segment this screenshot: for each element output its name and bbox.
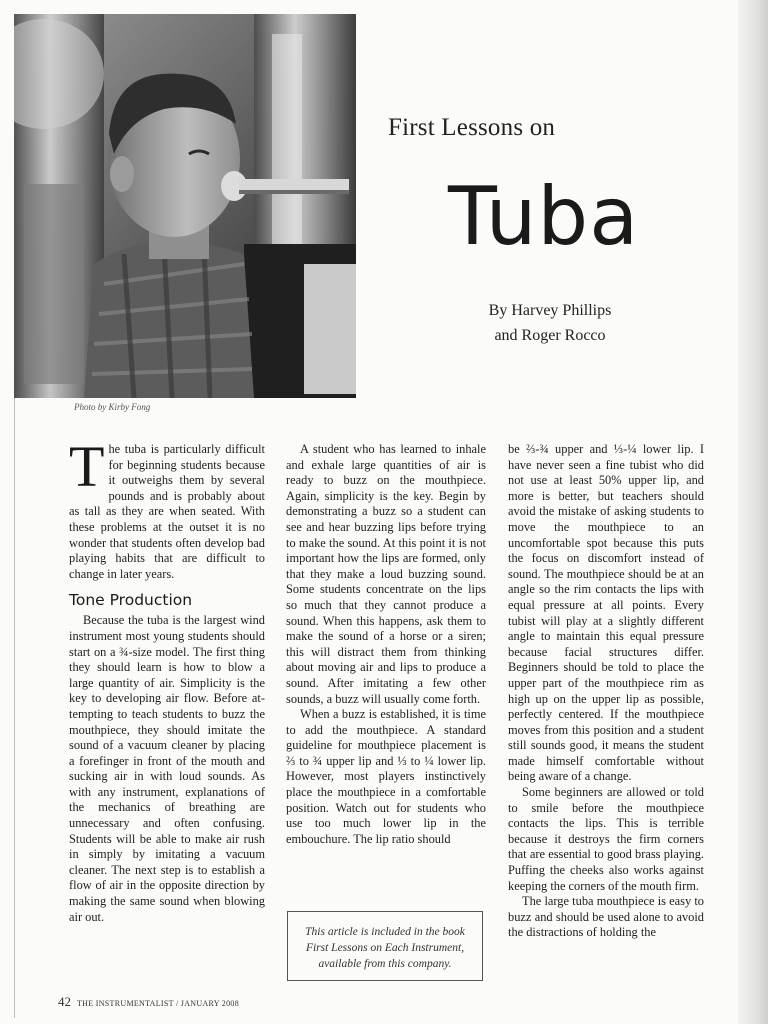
paragraph: A student who has learned to inhale and exhale large quantities of air is ready to buzz on the mouthpiece. Again, simplicity is the key. Begin by demonstrating a buzz so a student can see and hear buzzing lips before trying to make the sound. At this point it is not important how the lips are formed, only that they make a loud buzzing sound. Some students concentrate on the lips so much that they cannot produce a sound. When this happens, ask them to make the sound of a horse or a siren; this will distract them from thinking about moving air and lips to produce a sound. After imitating a few other sounds, a buzz will usually come forth.	[286, 442, 486, 706]
book-note-line2: First Lessons on Each Instrument,	[305, 942, 465, 954]
paragraph: The large tuba mouthpiece is easy to buzz and should be used alone to avoid the distractions of holding the	[508, 894, 704, 940]
photo-boy-playing-tuba	[14, 14, 356, 398]
page-footer	[58, 994, 239, 1010]
drop-cap: T	[69, 434, 105, 499]
magazine-issue: THE INSTRUMENTALIST / JANUARY 2008	[77, 999, 240, 1008]
paragraph: Because the tuba is the largest wind instrument most young students should start on a ¾-size model. The first thing they should learn is how to blow a large quantity of air. Simplicity is the key to developing air flow. Before at-tempting to teach students to buzz the mouthpiece, they should imitate the sound of a vacuum cleaner by placing a forefinger in front of the mouth and sucking air in with loud sounds. As with any instrument, explanations of the mechanics of breathing are unnecessary and often confusing. Students will be able to make air rush in simply by imitating a vacuum cleaner. The next step is to establish a flow of air in the opposite direction by making the same sound when blowing air out.	[69, 613, 265, 924]
paragraph: be ⅔-¾ upper and ⅓-¼ lower lip. I have never seen a fine tubist who did not use at least 50% upper lip, and more is better, but teachers should avoid the mistake of asking students to move the mouthpiece to an uncomfortable spot because this puts the focus on discomfort instead of sound. The mouthpiece should be at an angle so the rim contacts the lips with equal pressure at all points. Every tubist will play at a slightly different angle to maintain this equal pressure because facial structures differ. Beginners should be told to place the upper part of the mouthpiece rim as high up on the upper lip as possible, perfectly centered. If the mouthpiece moves from this position and a student still sounds good, it means the student made himself comfortable without being aware of a change.	[508, 442, 704, 784]
intro-paragraph	[69, 434, 265, 582]
paragraph: When a buzz is established, it is time to add the mouthpiece. A standard guideline for mouthpiece placement is ⅔ to ¾ upper lip and ⅓ to ¼ lower lip. However, most players instinctively place the mouthpiece in a comfortable position. Watch out for students who use too much lower lip in the embouchure. The lip ratio should	[286, 707, 486, 846]
intro-text: he tuba is particularly difficult for beginning students because it outweighs them by several pounds and is probably about as tall as they are when seated. With these problems at the outset it is no wonder that students often develop bad playing habits that are difficult to change in later years.	[69, 442, 265, 581]
section-heading-tone-production: Tone Production	[69, 591, 193, 610]
article-title-line1: First Lessons on	[388, 114, 556, 141]
column-rule	[14, 398, 15, 1018]
photo-credit: Photo by Kirby Fong	[74, 402, 151, 412]
text-column-3	[508, 442, 704, 941]
text-column-2	[286, 442, 486, 847]
byline-author2: and Roger Rocco	[494, 327, 606, 344]
page-number: 42	[58, 994, 71, 1009]
page-gutter-shadow	[738, 0, 768, 1024]
book-note-line3: available from this company.	[318, 958, 452, 970]
text-column-1	[69, 434, 265, 925]
book-note-line1: This article is included in the book	[305, 926, 465, 938]
book-note-box	[287, 911, 483, 981]
paragraph: Some beginners are allowed or told to smile before the mouthpiece contacts the lips. This is terrible because it destroys the firm corners that are essential to good brass playing. Puffing the cheeks also works against keeping the corners of the mouth firm.	[508, 785, 704, 893]
photo-illustration	[14, 14, 356, 398]
byline-author1: By Harvey Phillips	[488, 302, 612, 319]
byline	[470, 298, 630, 348]
article-title-line2: Tuba	[448, 170, 640, 263]
